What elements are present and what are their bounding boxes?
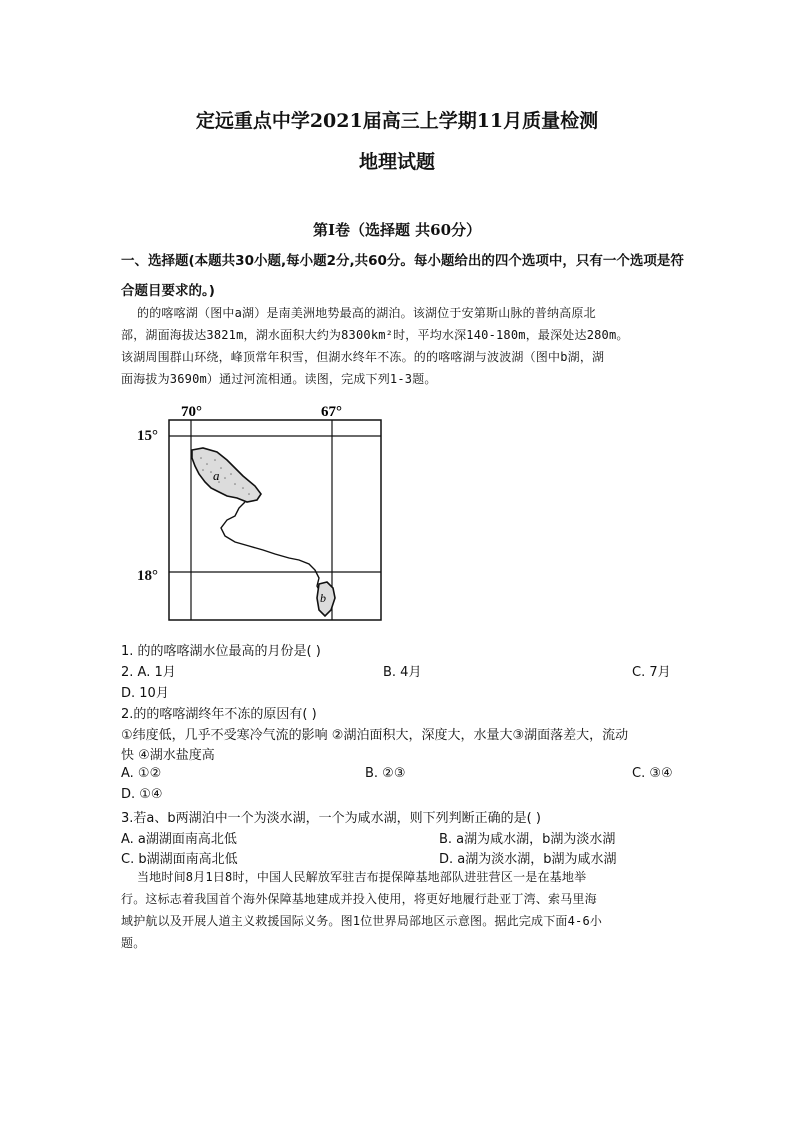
passage-2-line: 题。 [121, 936, 146, 950]
lake-map [137, 398, 385, 628]
question-2-reasons: ①纬度低，几乎不受寒冷气流的影响 ②湖泊面积大，深度大，水量大③湖面落差大，流动 [121, 728, 629, 743]
passage-1-line: 的的喀喀湖（图中a湖）是南美洲地势最高的湖泊。该湖位于安第斯山脉的普纳高原北 [137, 306, 596, 320]
question-2-option-b: B. ②③ [365, 766, 406, 781]
lake-b-label: b [320, 591, 326, 605]
question-3-stem: 3.若a、b两湖泊中一个为淡水湖，一个为咸水湖，则下列判断正确的是( ) [121, 811, 541, 826]
passage-1-line: 该湖周围群山环绕，峰顶常年积雪，但湖水终年不冻。的的喀喀湖与波波湖（图中b湖，湖 [121, 350, 605, 364]
longitude-label-70: 70° [181, 404, 202, 420]
instructions-line1: 一、选择题(本题共30小题,每小题2分,共60分。每小题给出的四个选项中，只有一个选项是符 [121, 253, 684, 269]
lake-map-svg [165, 398, 385, 624]
longitude-label-67: 67° [321, 404, 342, 420]
question-2-stem: 2.的的喀喀湖终年不冻的原因有( ) [121, 707, 317, 722]
question-2-option-c: C. ③④ [632, 766, 673, 781]
question-1-stem: 1. 的的喀喀湖水位最高的月份是( ) [121, 644, 321, 659]
question-3-option-c: C. b湖湖面南高北低 [121, 852, 238, 867]
question-3-option-b: B. a湖为咸水湖，b湖为淡水湖 [439, 832, 616, 847]
connecting-river [221, 502, 321, 594]
passage-2-line: 域护航以及开展人道主义救援国际义务。图1位世界局部地区示意图。据此完成下面4-6小 [121, 914, 603, 928]
exam-title: 定远重点中学2021届高三上学期11月质量检测 [195, 110, 599, 132]
question-1-option-a: 2. A. 1月 [121, 665, 176, 680]
question-3-option-a: A. a湖湖面南高北低 [121, 832, 237, 847]
passage-2-line: 当地时间8月1日8时，中国人民解放军驻吉布提保障基地部队进驻营区一是在基地举 [137, 870, 587, 884]
question-1-option-d: D. 10月 [121, 686, 169, 701]
passage-1-line: 部，湖面海拔达3821m，湖水面积大约为8300km²时，平均水深140-180m，最深处达280m。 [121, 328, 629, 342]
subject-title: 地理试题 [358, 151, 435, 173]
question-2-option-d: D. ①④ [121, 787, 163, 802]
question-1-option-c: C. 7月 [632, 665, 671, 680]
latitude-label-18: 18° [137, 568, 158, 584]
question-3-option-d: D. a湖为淡水湖，b湖为咸水湖 [439, 852, 617, 867]
latitude-label-15: 15° [137, 428, 158, 444]
section-heading: 第I卷（选择题 共60分） [312, 221, 482, 239]
question-2-reasons: 快 ④湖水盐度高 [121, 748, 215, 763]
passage-1-line: 面海拔为3690m）通过河流相通。读图，完成下列1-3题。 [121, 372, 437, 386]
passage-2-line: 行。这标志着我国首个海外保障基地建成并投入使用，将更好地履行赴亚丁湾、索马里海 [121, 892, 597, 906]
lake-a-label: a [213, 468, 220, 483]
question-1-option-b: B. 4月 [383, 665, 422, 680]
instructions-line2: 合题目要求的。) [121, 283, 215, 299]
question-2-option-a: A. ①② [121, 766, 162, 781]
lake-a [192, 448, 261, 502]
